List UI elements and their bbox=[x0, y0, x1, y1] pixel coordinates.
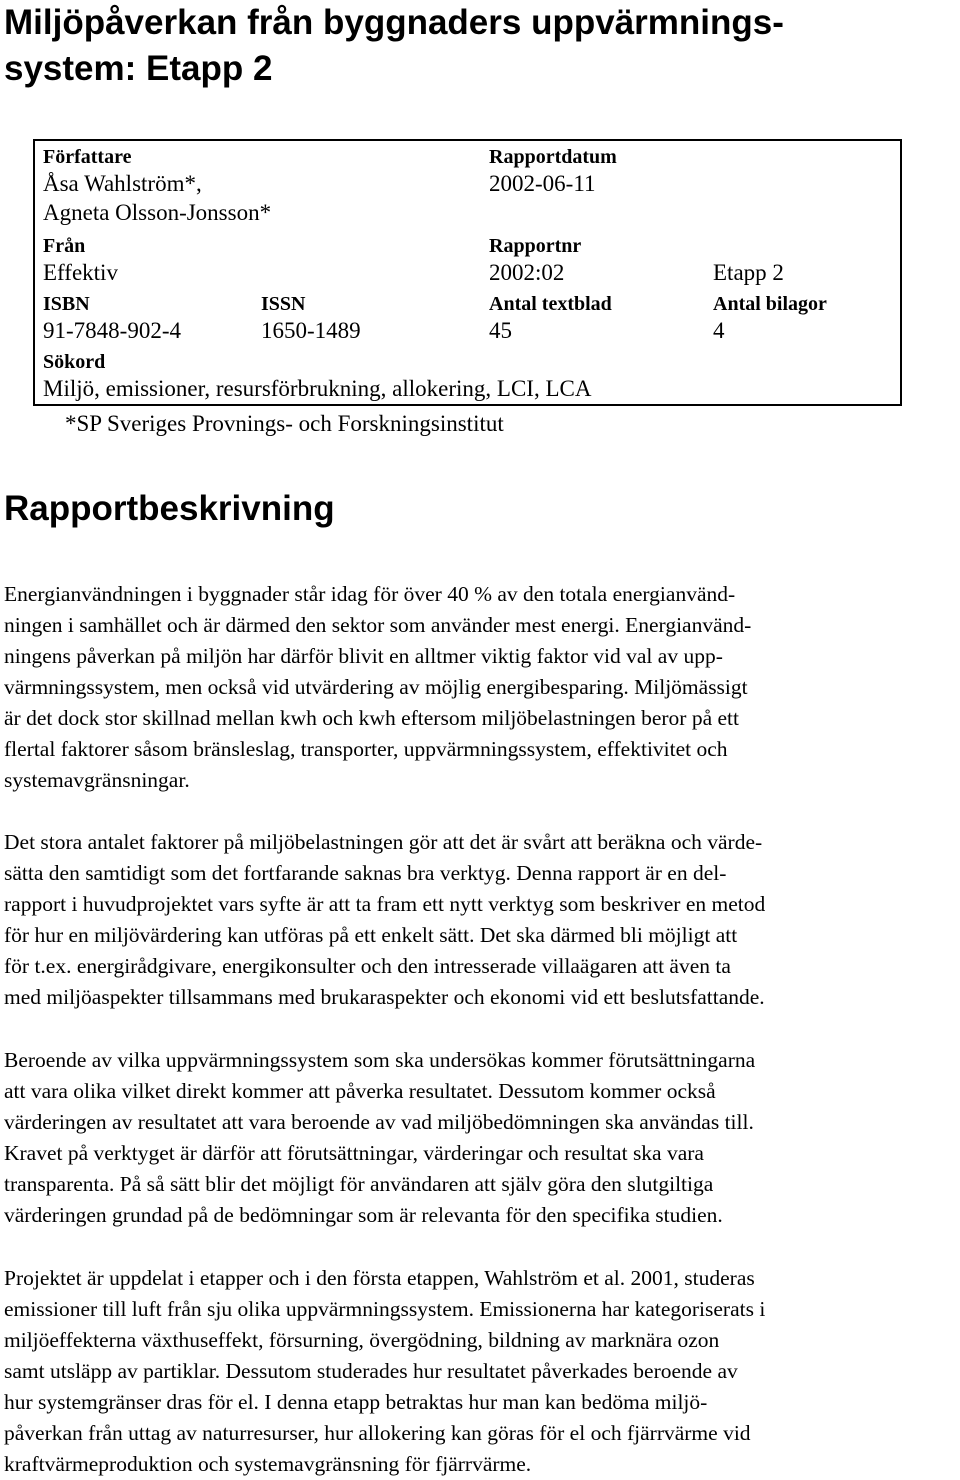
paragraph-line: för t.ex. energirådgivare, energikonsulter och den intresserade villaägaren att även ta bbox=[4, 954, 731, 978]
author-name: Åsa Wahlström*, bbox=[43, 171, 202, 196]
text-pages-label: Antal textblad bbox=[489, 293, 612, 315]
paragraph bbox=[4, 579, 960, 796]
author-name: Agneta Olsson-Jonsson* bbox=[43, 200, 272, 225]
from-value: Effektiv bbox=[43, 260, 118, 285]
report-info-box bbox=[33, 139, 902, 406]
report-number-label: Rapportnr bbox=[489, 235, 582, 257]
paragraph-line: Det stora antalet faktorer på miljöbelastningen gör att det är svårt att beräkna och värde- bbox=[4, 830, 763, 854]
issn-cell bbox=[261, 292, 361, 345]
from-label: Från bbox=[43, 235, 86, 257]
paragraph-line: Kravet på verktyget är därför att förutsättningar, värderingar och resultat ska vara bbox=[4, 1141, 704, 1165]
affiliation-note: *SP Sveriges Provnings- och Forskningsinstitut bbox=[65, 411, 504, 436]
paragraph-line: flertal faktorer såsom bränsleslag, transporter, uppvärmningssystem, effektivitet och bbox=[4, 737, 728, 761]
paragraph bbox=[4, 1263, 960, 1480]
section-heading: Rapportbeskrivning bbox=[4, 489, 335, 528]
paragraph-line: samt utsläpp av partiklar. Dessutom studerades hur resultatet påverkades beroende av bbox=[4, 1359, 738, 1383]
paragraph-line: emissioner till luft från sju olika uppvärmningssystem. Emissionerna har kategoriserats i bbox=[4, 1297, 766, 1321]
keywords-cell bbox=[43, 350, 591, 403]
paragraph-line: transparenta. På så sätt blir det möjligt för användaren att själv göra den slutgiltiga bbox=[4, 1172, 714, 1196]
appendices-value: 4 bbox=[713, 318, 725, 343]
document-title bbox=[4, 0, 954, 92]
paragraph-line: med miljöaspekter tillsammans med brukaraspekter och ekonomi vid ett beslutsfattande. bbox=[4, 985, 765, 1009]
report-date-value: 2002-06-11 bbox=[489, 171, 596, 196]
keywords-label: Sökord bbox=[43, 351, 106, 373]
isbn-cell bbox=[43, 292, 181, 345]
paragraph-line: påverkan från uttag av naturresurser, hur allokering kan göras för el och fjärrvärme vid bbox=[4, 1421, 751, 1445]
text-pages-value: 45 bbox=[489, 318, 512, 343]
from-cell bbox=[43, 234, 118, 287]
isbn-label: ISBN bbox=[43, 293, 90, 315]
paragraph-line: värderingen av resultatet att vara beroende av vad miljöbedömningen ska användas till. bbox=[4, 1110, 754, 1134]
paragraph-line: värderingen grundad på de bedömningar som är relevanta för den specifika studien. bbox=[4, 1203, 723, 1227]
paragraph-line: Beroende av vilka uppvärmningssystem som ska undersökas kommer förutsättningarna bbox=[4, 1048, 756, 1072]
appendices-cell bbox=[713, 292, 827, 345]
paragraph-line: Projektet är uppdelat i etapper och i den första etappen, Wahlström et al. 2001, studeras bbox=[4, 1266, 755, 1290]
document-title-line: system: Etapp 2 bbox=[4, 49, 273, 88]
paragraph-line: är det dock stor skillnad mellan kwh och kwh eftersom miljöbelastningen beror på ett bbox=[4, 706, 739, 730]
issn-value: 1650-1489 bbox=[261, 318, 361, 343]
paragraph-line: miljöeffekterna växthuseffekt, försurning, övergödning, bildning av marknära ozon bbox=[4, 1328, 720, 1352]
report-date-cell bbox=[489, 145, 617, 198]
authors-label: Författare bbox=[43, 146, 132, 168]
paragraph-line: värmningssystem, men också vid utvärdering av möjlig energibesparing. Miljömässigt bbox=[4, 675, 748, 699]
report-date-label: Rapportdatum bbox=[489, 146, 617, 168]
paragraph-line: ningens påverkan på miljön har därför blivit en alltmer viktig faktor vid val av upp- bbox=[4, 644, 723, 668]
paragraph bbox=[4, 827, 960, 1013]
paragraph-line: ningen i samhället och är därmed den sektor som använder mest energi. Energianvänd- bbox=[4, 613, 752, 637]
paragraph-line: hur systemgränser dras för el. I denna etapp betraktas hur man kan bedöma miljö- bbox=[4, 1390, 708, 1414]
stage-cell bbox=[713, 258, 784, 287]
authors-cell bbox=[43, 145, 271, 227]
paragraph bbox=[4, 1045, 960, 1231]
document-title-line: Miljöpåverkan från byggnaders uppvärmnings- bbox=[4, 3, 784, 42]
report-number-cell bbox=[489, 234, 581, 287]
paragraph-line: rapport i huvudprojektet vars syfte är att ta fram ett nytt verktyg som beskriver en metod bbox=[4, 892, 766, 916]
report-number-value: 2002:02 bbox=[489, 260, 565, 285]
paragraph-line: att vara olika vilket direkt kommer att påverka resultatet. Dessutom kommer också bbox=[4, 1079, 716, 1103]
appendices-label: Antal bilagor bbox=[713, 293, 827, 315]
paragraph-line: sätta den samtidigt som det fortfarande saknas bra verktyg. Denna rapport är en del- bbox=[4, 861, 727, 885]
text-pages-cell bbox=[489, 292, 612, 345]
paragraph-line: för hur en miljövärdering kan utföras på ett enkelt sätt. Det ska därmed bli möjligt att bbox=[4, 923, 738, 947]
issn-label: ISSN bbox=[261, 293, 306, 315]
paragraph-line: kraftvärmeproduktion och systemavgränsning för fjärrvärme. bbox=[4, 1452, 532, 1476]
paragraph-line: systemavgränsningar. bbox=[4, 768, 190, 792]
paragraph-line: Energianvändningen i byggnader står idag för över 40 % av den totala energianvänd- bbox=[4, 582, 736, 606]
isbn-value: 91-7848-902-4 bbox=[43, 318, 181, 343]
stage-value: Etapp 2 bbox=[713, 260, 784, 285]
keywords-value: Miljö, emissioner, resursförbrukning, allokering, LCI, LCA bbox=[43, 376, 592, 401]
